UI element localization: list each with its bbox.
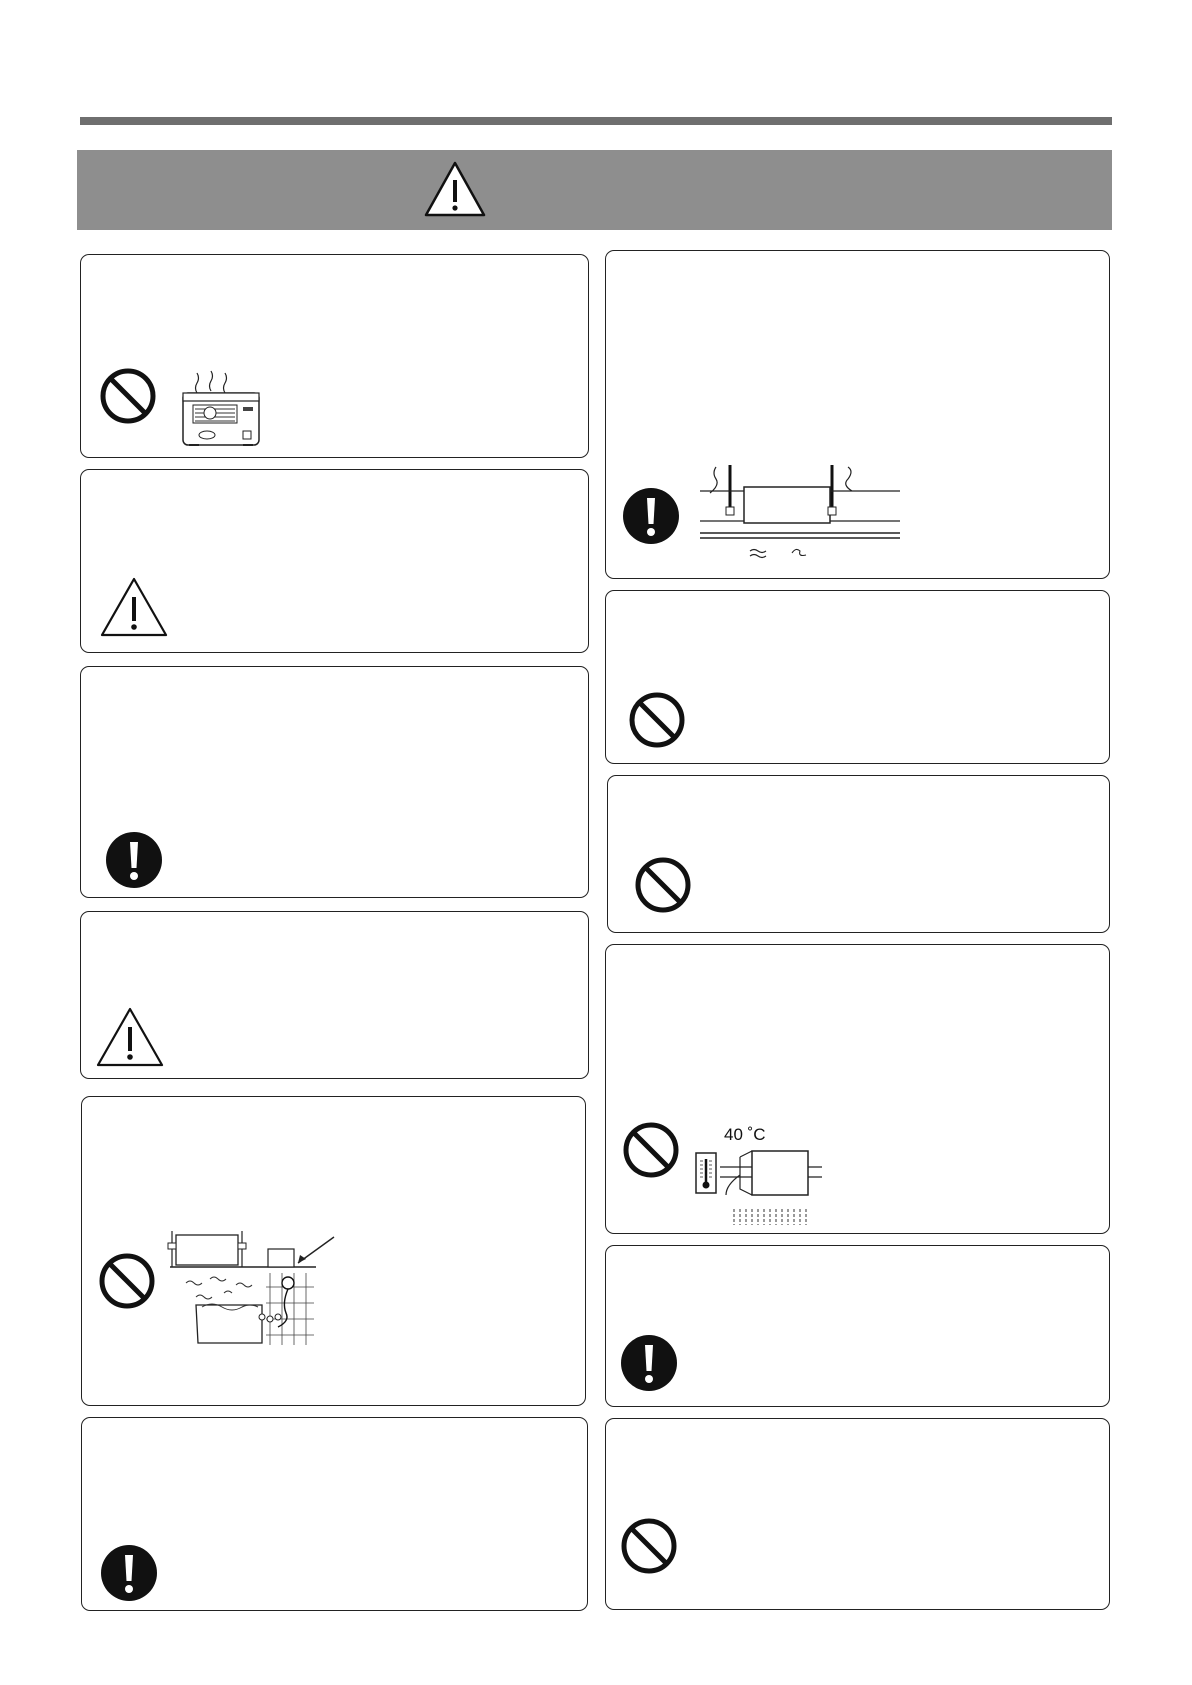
mandatory-action-icon [105,831,163,889]
safety-panel-left-2 [80,469,589,653]
caution-triangle-icon [423,160,487,218]
prohibited-icon [634,856,692,914]
prohibited-icon [628,691,686,749]
mandatory-action-icon [100,1544,158,1602]
safety-panel-left-5 [81,1096,586,1406]
top-rule [80,117,1112,125]
prohibited-icon [98,1252,156,1310]
bathroom-steam-illustration [166,1227,356,1347]
safety-panel-right-5 [605,1245,1110,1407]
safety-panel-right-2 [605,590,1110,764]
safety-panel-right-1 [605,250,1110,579]
safety-panel-right-6 [605,1418,1110,1610]
caution-triangle-icon [99,576,169,638]
safety-panel-left-1 [80,254,589,458]
prohibited-icon [99,367,157,425]
prohibited-icon [620,1517,678,1575]
safety-panel-left-6 [81,1417,588,1611]
mandatory-action-icon [622,487,680,545]
ceiling-unit-illustration [700,461,900,561]
safety-panel-left-4 [80,911,589,1079]
temperature-label: 40 ˚C [724,1125,766,1144]
warning-banner [77,150,1112,230]
temperature-unit-illustration [694,1145,824,1231]
prohibited-icon [622,1121,680,1179]
safety-panel-right-4 [605,944,1110,1234]
caution-triangle-icon [95,1006,165,1068]
heater-illustration [177,367,269,447]
safety-panel-left-3 [80,666,589,898]
mandatory-action-icon [620,1334,678,1392]
safety-panel-right-3 [607,775,1110,933]
